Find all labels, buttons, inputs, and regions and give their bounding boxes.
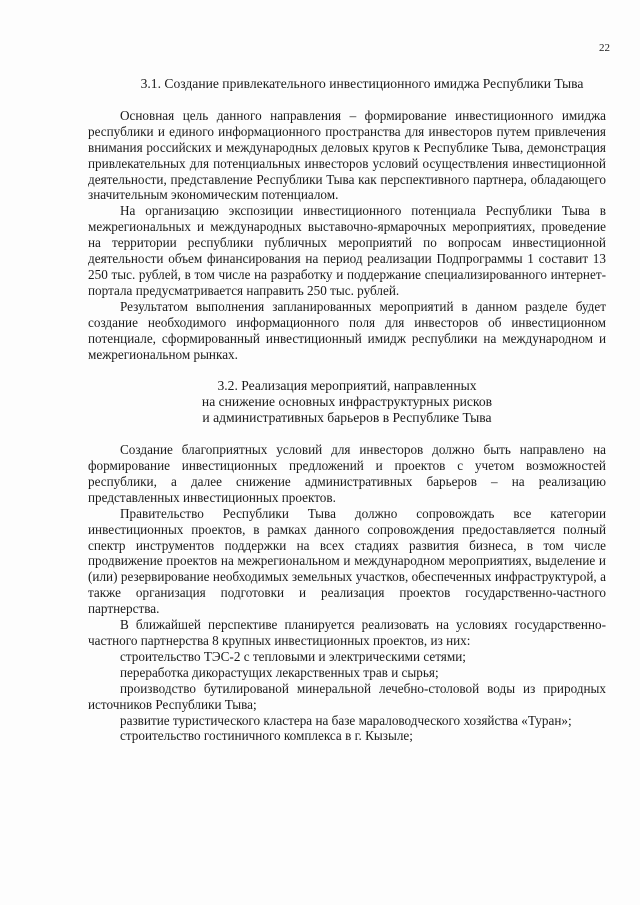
heading-line: на снижение основных инфраструктурных рисков <box>201 394 493 410</box>
paragraph: В ближайшей перспективе планируется реализовать на условиях государственно-частного партнерства 8 крупных инвестиционных проектов, из них: <box>88 617 606 648</box>
heading-line: 3.2. Реализация мероприятий, направленных <box>217 378 477 394</box>
project-list-item: строительство ТЭС-2 с тепловыми и электрическими сетями; <box>120 648 466 664</box>
document-body <box>88 76 606 744</box>
section-heading-3-2 <box>88 378 606 426</box>
paragraph: На организацию экспозиции инвестиционного потенциала Республики Тыва в межрегиональных и международных выставочно-ярмарочных мероприятиях, проведение на территории республики публичных мероприятий по вопросам инвестиционной деятельности объем финансирования на период реализации Подпрограммы 1 составит 13 250 тыс. рублей, в том числе на разработку и поддержание специализированного интернет-портала предусматривается направить 250 тыс. рублей. <box>88 203 606 298</box>
paragraph: Правительство Республики Тыва должно сопровождать все категории инвестиционных проектов, в рамках данного сопровождения предоставляется полный спектр инструментов поддержки на всех стадиях развития бизнеса, в том числе продвижение проектов на межрегиональном и международном мероприятиях, выделение и (или) резервирование необходимых земельных участков, обеспеченных инфраструктурой, а также организация подготовки и реализация проектов государственно-частного партнерства. <box>88 505 606 617</box>
paragraph: Основная цель данного направления – формирование инвестиционного имиджа республики и единого информационного пространства для инвесторов путем привлечения внимания российских и международных деловых кругов к Республике Тыва, демонстрация привлекательных для потенциальных инвесторов условий осуществления инвестиционной деятельности, представление Республики Тыва как перспективного партнера, обладающего значительным экономическим потенциалом. <box>88 107 606 203</box>
paragraph: Создание благоприятных условий для инвесторов должно быть направлено на формирование инвестиционных предложений и проектов с учетом возможностей республики, а далее снижение административных барьеров – на реализацию представленных инвестиционных проектов. <box>88 442 606 505</box>
section-heading-3-1: 3.1. Создание привлекательного инвестиционного имиджа Республики Тыва <box>140 76 584 91</box>
project-list-item: строительство гостиничного комплекса в г. Кызыле; <box>120 728 413 744</box>
project-list-item: переработка дикорастущих лекарственных трав и сырья; <box>120 664 439 680</box>
paragraph: Результатом выполнения запланированных мероприятий в данном разделе будет создание необходимого информационного поля для инвесторов об инвестиционном потенциале, сформированный инвестиционный имидж республики на международном и межрегиональном рынках. <box>88 298 606 362</box>
heading-line: и административных барьеров в Республике Тыва <box>202 410 492 426</box>
project-list-item: производство бутилированой минеральной лечебно-столовой воды из природных источников Республики Тыва; <box>88 680 606 712</box>
project-list-item: развитие туристического кластера на базе мараловодческого хозяйства «Туран»; <box>120 712 572 728</box>
page-number: 22 <box>599 42 610 54</box>
